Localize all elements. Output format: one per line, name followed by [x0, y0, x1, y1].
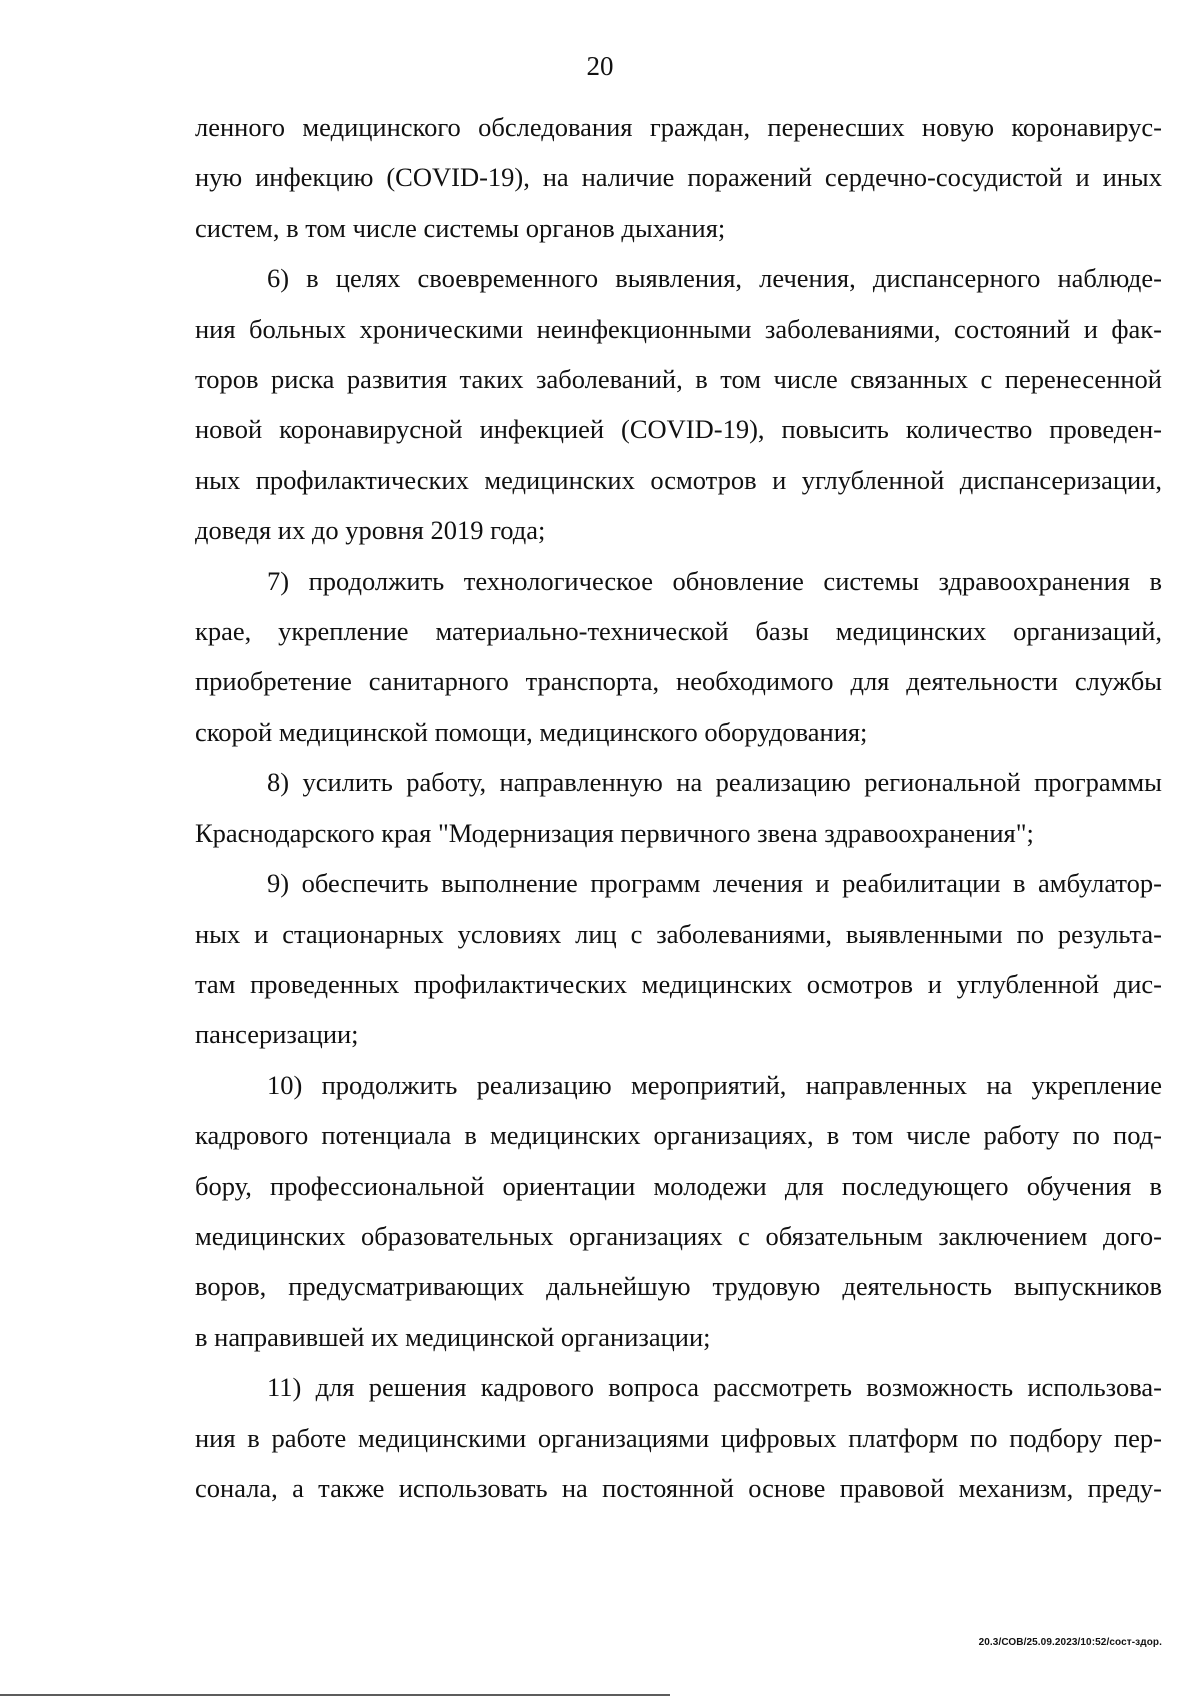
text-line: кадрового потенциала в медицинских организациях, в том числе работу по под-	[195, 1120, 1162, 1151]
text-line: ную инфекцию (COVID-19), на наличие поражений сердечно-сосудистой и иных	[195, 162, 1162, 193]
text-line: ленного медицинского обследования граждан, перенесших новую коронавирус-	[195, 112, 1162, 142]
text-line: в направившей их медицинской организации;	[195, 1321, 711, 1352]
text-line: ных и стационарных условиях лиц с заболеваниями, выявленными по результа-	[195, 918, 1162, 949]
text-line: новой коронавирусной инфекцией (COVID-19), повысить количество проведен-	[195, 414, 1162, 445]
text-line: сонала, а также использовать на постоянной основе правовой механизм, преду-	[195, 1472, 1162, 1503]
text-line: ния в работе медицинскими организациями цифровых платформ по подбору пер-	[195, 1422, 1162, 1453]
text-line: 11) для решения кадрового вопроса рассмотреть возможность использова-	[267, 1372, 1162, 1403]
text-line: 7) продолжить технологическое обновление системы здравоохранения в	[267, 565, 1162, 596]
text-line: ния больных хроническими неинфекционными заболеваниями, состояний и фак-	[195, 313, 1162, 344]
text-line: систем, в том числе системы органов дыхания;	[195, 212, 726, 243]
document-body	[195, 102, 1162, 1513]
text-line: воров, предусматривающих дальнейшую трудовую деятельность выпускников	[195, 1271, 1162, 1302]
text-line: 8) усилить работу, направленную на реализацию региональной программы	[267, 767, 1162, 798]
text-line: скорой медицинской помощи, медицинского оборудования;	[195, 716, 868, 747]
text-line: 6) в целях своевременного выявления, лечения, диспансерного наблюде-	[267, 263, 1162, 294]
text-line: ных профилактических медицинских осмотров и углубленной диспансеризации,	[195, 464, 1162, 495]
text-line: 9) обеспечить выполнение программ лечения и реабилитации в амбулатор-	[267, 868, 1162, 899]
text-line: бору, профессиональной ориентации молодежи для последующего обучения в	[195, 1170, 1162, 1201]
text-line: медицинских образовательных организациях с обязательным заключением дого-	[195, 1220, 1162, 1251]
text-line: Краснодарского края "Модернизация первичного звена здравоохранения";	[195, 817, 1034, 848]
text-line: 10) продолжить реализацию мероприятий, направленных на укрепление	[267, 1069, 1162, 1100]
text-line: доведя их до уровня 2019 года;	[195, 515, 546, 546]
text-line: торов риска развития таких заболеваний, в том числе связанных с перенесенной	[195, 364, 1162, 395]
page-number: 20	[586, 51, 614, 81]
text-line: крае, укрепление материально-технической базы медицинских организаций,	[195, 616, 1162, 647]
text-line: пансеризации;	[195, 1019, 359, 1050]
scan-artifact-line	[0, 1694, 670, 1696]
document-footer-code: 20.3/СОВ/25.09.2023/10:52/сост-здор.	[978, 1637, 1162, 1648]
text-line: там проведенных профилактических медицинских осмотров и углубленной дис-	[195, 968, 1162, 999]
text-line: приобретение санитарного транспорта, необходимого для деятельности службы	[195, 666, 1162, 697]
